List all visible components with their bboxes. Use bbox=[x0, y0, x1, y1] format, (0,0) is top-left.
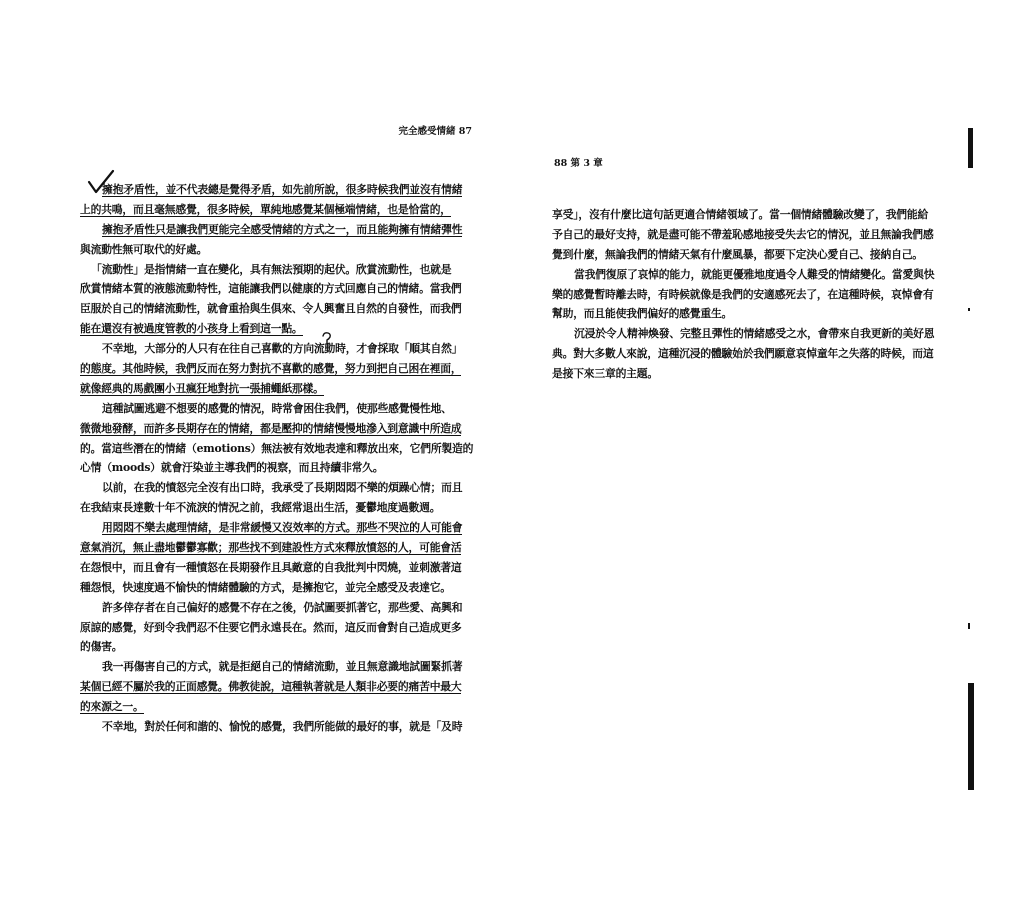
text-line: 的來源之一。 bbox=[80, 700, 144, 714]
scan-edge-shadow bbox=[968, 128, 974, 790]
text-line: 心情（moods）就會汙染並主導我們的視察，而且持續非常久。 bbox=[80, 461, 384, 475]
text-line: 微微地發酵，而許多長期存在的情緒，都是壓抑的情緒慢慢地滲入到意識中所造成 bbox=[80, 421, 462, 435]
text-line: 的。當這些潛在的情緒（emotions）無法被有效地表達和釋放出來，它們所製造的 bbox=[80, 441, 474, 455]
text-line: 的傷害。 bbox=[80, 640, 123, 654]
text-line: 以前，在我的憤怒完全沒有出口時，我承受了長期悶悶不樂的煩躁心情；而且 bbox=[102, 481, 463, 495]
text-line: 沉浸於令人精神煥發、完整且彈性的情緒感受之水，會帶來自我更新的美好恩 bbox=[574, 327, 935, 341]
text-line: 樂的感覺暫時離去時，有時候就像是我們的安適感死去了，在這種時候，哀悼會有 bbox=[552, 287, 934, 301]
text-line: 擁抱矛盾性，並不代表總是覺得矛盾，如先前所說，很多時候我們並沒有情緒 bbox=[102, 183, 463, 196]
text-line: 我一再傷害自己的方式，就是拒絕自己的情緒流動，並且無意識地試圖緊抓著 bbox=[102, 660, 463, 674]
text-line: 欣賞情緒本質的液態流動特性，這能讓我們以健康的方式回應自己的情緒。當我們 bbox=[80, 282, 462, 296]
text-line: 是接下來三章的主題。 bbox=[552, 367, 658, 381]
text-line: 上的共鳴，而且毫無感覺，很多時候，單純地感覺某個極端情緒，也是恰當的， bbox=[80, 202, 451, 216]
text-line: 予自己的最好支持，就是盡可能不帶羞恥感地接受失去它的情況，並且無論我們感 bbox=[552, 227, 934, 241]
right-page-body bbox=[552, 205, 964, 384]
text-line: 不幸地，對於任何和諧的、愉悅的感覺，我們所能做的最好的事，就是「及時 bbox=[102, 720, 463, 734]
text-line: 能在還沒有被過度管教的小孩身上看到這一點。 bbox=[80, 322, 303, 336]
text-line: 臣服於自己的情緒流動性，就會重拾與生俱來、令人興奮且自然的自發性，而我們 bbox=[80, 302, 462, 316]
text-line: 這種試圖逃避不想要的感覺的情況，時常會困住我們，使那些感覺慢性地、 bbox=[102, 401, 452, 415]
text-line: 意氣消沉，無止盡地鬱鬱寡歡；那些找不到建設性方式來釋放憤怒的人，可能會活 bbox=[80, 541, 462, 555]
text-line: 「流動性」是指情緒一直在變化，具有無法預期的起伏。欣賞流動性，也就是 bbox=[91, 262, 452, 276]
text-line: 在怨恨中，而且會有一種憤怒在長期發作且具敵意的自我批判中閃燒，並刺激著這 bbox=[80, 560, 462, 574]
text-line: 不幸地，大部分的人只有在往自己喜歡的方向流動時，才會採取「順其自然」 bbox=[102, 342, 463, 356]
text-line: 就像經典的馬戲團小丑瘋狂地對抗一張捕蠅紙那樣。 bbox=[80, 381, 324, 395]
text-line: 用悶悶不樂去處理情緒，是非常緩慢又沒效率的方式。那些不哭泣的人可能會 bbox=[102, 521, 463, 535]
text-line: 的態度。其他時候，我們反而在努力對抗不喜歡的感覺，努力到把自己困在裡面， bbox=[80, 362, 462, 376]
text-line: 幫助，而且能使我們偏好的感覺重生。 bbox=[552, 307, 733, 321]
text-line: 許多倖存者在自己偏好的感覺不存在之後，仍試圖要抓著它，那些愛、高興和 bbox=[102, 600, 463, 614]
text-line: 在我結束長達數十年不流淚的情況之前，我經常退出生活，憂鬱地度過數週。 bbox=[80, 501, 441, 515]
text-line: 典。對大多數人來說，這種沉浸的體驗始於我們願意哀悼童年之失落的時候，而這 bbox=[552, 347, 934, 361]
right-page bbox=[552, 148, 964, 408]
text-line: 種怨恨，快速度過不愉快的情緒體驗的方式，是擁抱它，並完全感受及表達它。 bbox=[80, 580, 451, 594]
text-line: 擁抱矛盾性只是讓我們更能完全感受情緒的方式之一，而且能夠擁有情緒彈性 bbox=[102, 222, 463, 236]
running-header: 88 第 3 章 bbox=[554, 158, 603, 169]
text-line: 與流動性無可取代的好處。 bbox=[80, 242, 208, 256]
text-line: 某個已經不屬於我的正面感覺。佛教徒說，這種執著就是人類非必要的痛苦中最大 bbox=[80, 680, 462, 694]
text-line: 覺到什麼，無論我們的情緒天氣有什麼風暴，都要下定決心愛自己、接納自己。 bbox=[552, 247, 923, 261]
text-line: 當我們復原了哀悼的能力，就能更優雅地度過令人難受的情緒變化。當愛與快 bbox=[574, 267, 935, 281]
left-page-body bbox=[80, 180, 480, 737]
running-header: 完全感受情緒 87 bbox=[398, 126, 472, 137]
text-line: 原諒的感覺，好到令我們忍不住要它們永遠長在。然而，這反而會對自己造成更多 bbox=[80, 620, 462, 634]
left-page bbox=[80, 118, 480, 798]
text-line: 享受」，沒有什麼比這句話更適合情緒領域了。當一個情緒體驗改變了，我們能給 bbox=[552, 208, 929, 221]
